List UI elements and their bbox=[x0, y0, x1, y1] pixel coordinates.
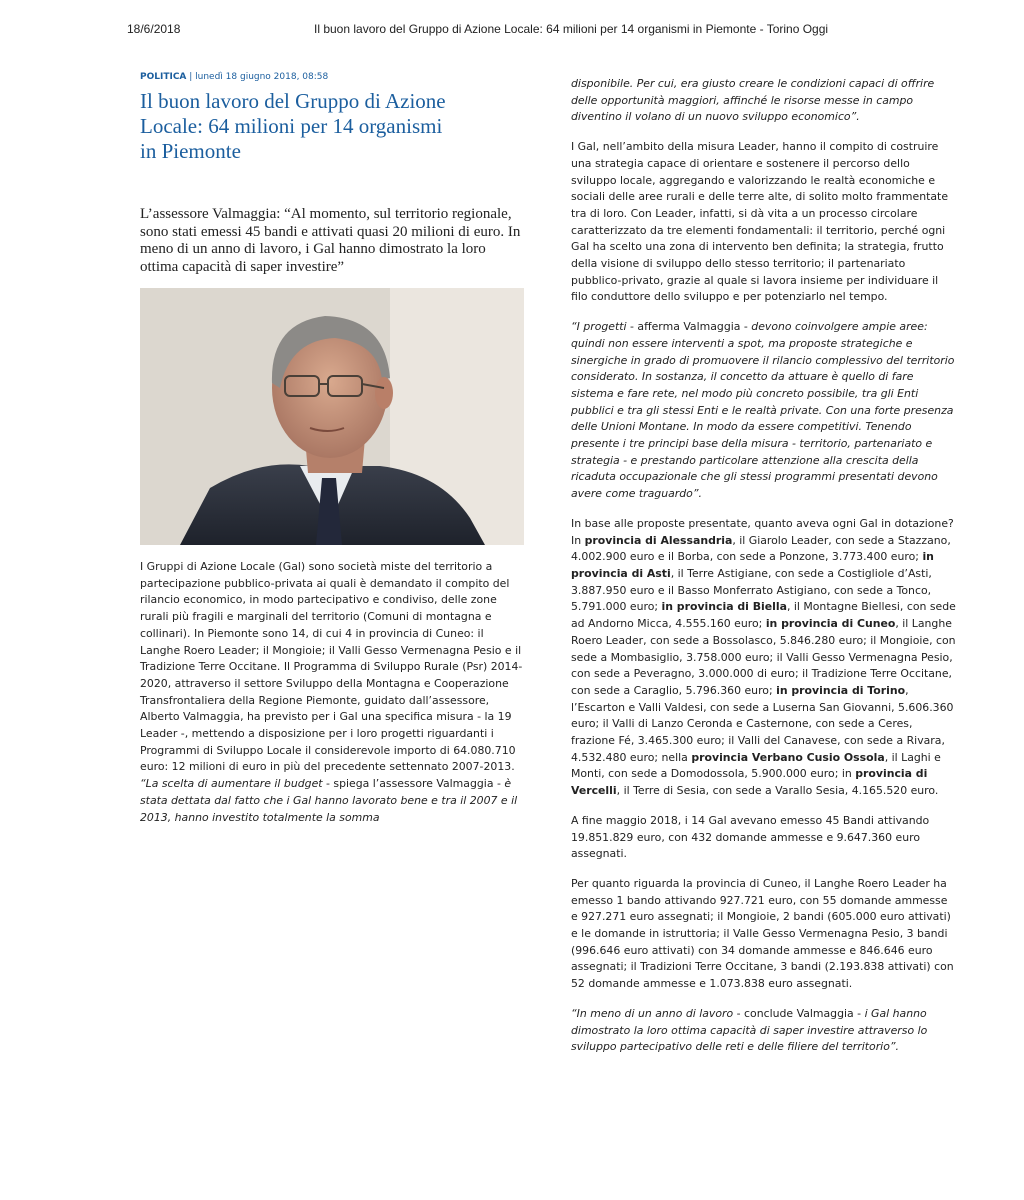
text-span: , il Langhe Roero Leader, con sede a Bossolasco, 5.846.280 euro; il Mongioie, con sede a Mombasiglio, 3.758.000 euro; il Valli Gesso Vermenagna Pesio, con sede a Peveragno, 3.000.000 di euro; il Tradizione Terre Occitane, con sede a Caraglio, 5.796.360 euro; bbox=[571, 617, 956, 697]
text-span: , l’Escarton e Valli Valdesi, con sede a Luserna San Giovanni, 5.606.360 euro; il Valli di Lanzo Ceronda e Casternone, con sede a Ceres, frazione Fé, 3.465.300 euro; il Valli del Canavese, con sede a Rivara, 4.532.480 euro; nella bbox=[571, 683, 954, 764]
quote-body: è stata dettata dal fatto che i Gal hanno lavorato bene e tra il 2007 e il 2013, hanno investito totalmente la somma bbox=[140, 777, 518, 824]
quote-open: “In meno di un anno di lavoro bbox=[571, 1006, 734, 1020]
paragraph-quote-continued: disponibile. Per cui, era giusto creare le condizioni capaci di offrire delle opportunità maggiori, affinché le risorse messe in campo diventino il volano di un nuovo sviluppo economico”. bbox=[571, 77, 935, 124]
text-span: , il Giarolo Leader, con sede a Stazzano, 4.002.900 euro e il Borba, con sede a Ponzone, 3.773.400 euro; bbox=[571, 533, 951, 564]
article-left-column bbox=[140, 72, 525, 839]
paragraph-intro-text: I Gruppi di Azione Locale (Gal) sono società miste del territorio a partecipazione pubblico-privata ai quali è demandato il compito del rilancio economico, in modo partecipativo e condiviso, delle zone rurali più fragili e marginali del territorio (Comuni di montagna e collinari). In Piemonte sono 14, di cui 4 in provincia di Cuneo: il Langhe Roero Leader; il Mongioie; il Valli Gesso Vermenagna Pesio e il Tradizione Terre Occitane. Il Programma di Sviluppo Rurale (Psr) 2014-2020, attraverso il settore Sviluppo della Montagna e Cooperazione Transfrontaliera della Regione Piemonte, guidato dall’assessore, Alberto Valmaggia, ha previsto per i Gal una specifica misura - la 19 Leader -, mettendo a disposizione per i loro progetti riguardanti i Programmi di Sviluppo Locale il considerevole importo di 64.080.710 euro: 12 milioni di euro in più del precedente settennato 2007-2013. bbox=[140, 560, 523, 774]
article-meta bbox=[140, 72, 525, 82]
province-torino: in provincia di Torino bbox=[776, 683, 906, 697]
paragraph-closing-quote bbox=[571, 1006, 957, 1056]
province-asti: in provincia di Asti bbox=[571, 550, 934, 580]
publish-date: | lunedì 18 giugno 2018, 08:58 bbox=[186, 72, 329, 82]
print-date: 18/6/2018 bbox=[127, 22, 181, 36]
quote-open: “La scelta di aumentare il budget bbox=[140, 777, 323, 791]
province-vco: provincia Verbano Cusio Ossola bbox=[691, 750, 885, 764]
quote-body: i Gal hanno dimostrato la loro ottima capacità di saper investire attraverso lo sviluppo partecipativo delle reti e delle filiere del territorio”. bbox=[571, 1006, 928, 1054]
quote-attribution: - conclude Valmaggia - bbox=[733, 1006, 865, 1020]
paragraph-funding-by-province bbox=[571, 516, 957, 800]
province-vercelli: provincia di Vercelli bbox=[571, 767, 928, 798]
quote-open: “I progetti bbox=[571, 320, 627, 334]
paragraph-cuneo-details: Per quanto riguarda la provincia di Cuneo, il Langhe Roero Leader ha emesso 1 bando attivando 927.721 euro, con 55 domande ammesse e 927.271 euro assegnati; il Mongioie, 2 bandi (605.000 euro attivati) e le domande in istruttoria; il Valle Gesso Vermenagna Pesio, 3 bandi (996.646 euro attivati) con 34 domande ammesse e 846.646 euro assegnati; il Tradizioni Terre Occitane, 3 bandi (2.193.838 attivati) con 52 domande ammesse e 1.073.838 euro assegnati. bbox=[571, 876, 954, 991]
portrait-illustration bbox=[140, 288, 524, 545]
province-alessandria: provincia di Alessandria bbox=[584, 533, 733, 547]
paragraph-may-2018-status: A fine maggio 2018, i 14 Gal avevano emesso 45 Bandi attivando 19.851.829 euro, con 432 domande ammesse e 9.647.360 euro assegnati. bbox=[571, 813, 930, 861]
category-label[interactable]: POLITICA bbox=[140, 72, 187, 82]
quote-attribution: - afferma Valmaggia - bbox=[626, 320, 752, 334]
paragraph-intro bbox=[140, 559, 525, 826]
paragraph-projects-quote bbox=[571, 319, 957, 503]
paragraph-leader-strategy: I Gal, nell’ambito della misura Leader, hanno il compito di costruire una strategia capace di orientare e sostenere il percorso dello sviluppo locale, aggregando e valorizzando le realtà economiche e sociali delle aree rurali e delle terre alte, di solito molto frammentate tra di loro. Con Leader, infatti, si dà vita a un processo circolare caratterizzato da tre elementi fondamentali: il territorio, perché ogni Gal ha scelto una zona di intervento ben definita; la strategia, frutto della visione di sviluppo dello stesso territorio; il partenariato pubblico-privato, grazie al quale si lavora insieme per individuare il filo conduttore dello sviluppo e per potenziarlo nel tempo. bbox=[571, 140, 949, 304]
article-subtitle: L’assessore Valmaggia: “Al momento, sul territorio regionale, sono stati emessi 45 bandi e attivati quasi 20 milioni di euro. In meno di un anno di lavoro, i Gal hanno dimostrato la loro ottima capacità di saper investire” bbox=[140, 206, 521, 275]
province-biella: in provincia di Biella bbox=[661, 600, 787, 614]
text-span: , il Terre di Sesia, con sede a Varallo Sesia, 4.165.520 euro. bbox=[616, 784, 939, 798]
article-right-column bbox=[571, 76, 957, 1069]
article-headline: Il buon lavoro del Gruppo di Azione Locale: 64 milioni per 14 organismi in Piemonte bbox=[140, 89, 446, 163]
quote-body: devono coinvolgere ampie aree: quindi non essere interventi a spot, ma proposte strategiche e sinergiche in grado di promuovere il rilancio complessivo del territorio considerato. In sostanza, il concetto da attuare è quello di fare sistema e fare rete, nel modo più concreto possibile, tra gli Enti pubblici e tra gli stessi Enti e le realtà private. Con una forte presenza delle Unioni Montane. In modo da essere competitivi. Tenendo presente i tre principi base della misura - territorio, partenariato e strategia - e prestando particolare attenzione alla crescita della ricaduta occupazionale che gli stessi programmi presentati devono avere come traguardo”. bbox=[571, 320, 955, 501]
article-photo bbox=[140, 288, 524, 545]
text-span: , il Montagne Biellesi, con sede ad Andorno Micca, 4.555.160 euro; bbox=[571, 600, 956, 631]
text-span: , il Laghi e Monti, con sede a Domodossola, 5.900.000 euro; in bbox=[571, 750, 941, 781]
text-span: , il Terre Astigiane, con sede a Costigliole d’Asti, 3.887.950 euro e il Basso Monferrato Astigiano, con sede a Tonco, 5.791.000 euro; bbox=[571, 566, 932, 614]
text-span: In base alle proposte presentate, quanto aveva ogni Gal in dotazione? In bbox=[571, 516, 954, 547]
province-cuneo: in provincia di Cuneo bbox=[765, 617, 896, 631]
quote-attribution: - spiega l’assessore Valmaggia - bbox=[322, 777, 505, 791]
print-page-title: Il buon lavoro del Gruppo di Azione Locale: 64 milioni per 14 organismi in Piemonte - Torino Oggi bbox=[314, 22, 829, 36]
